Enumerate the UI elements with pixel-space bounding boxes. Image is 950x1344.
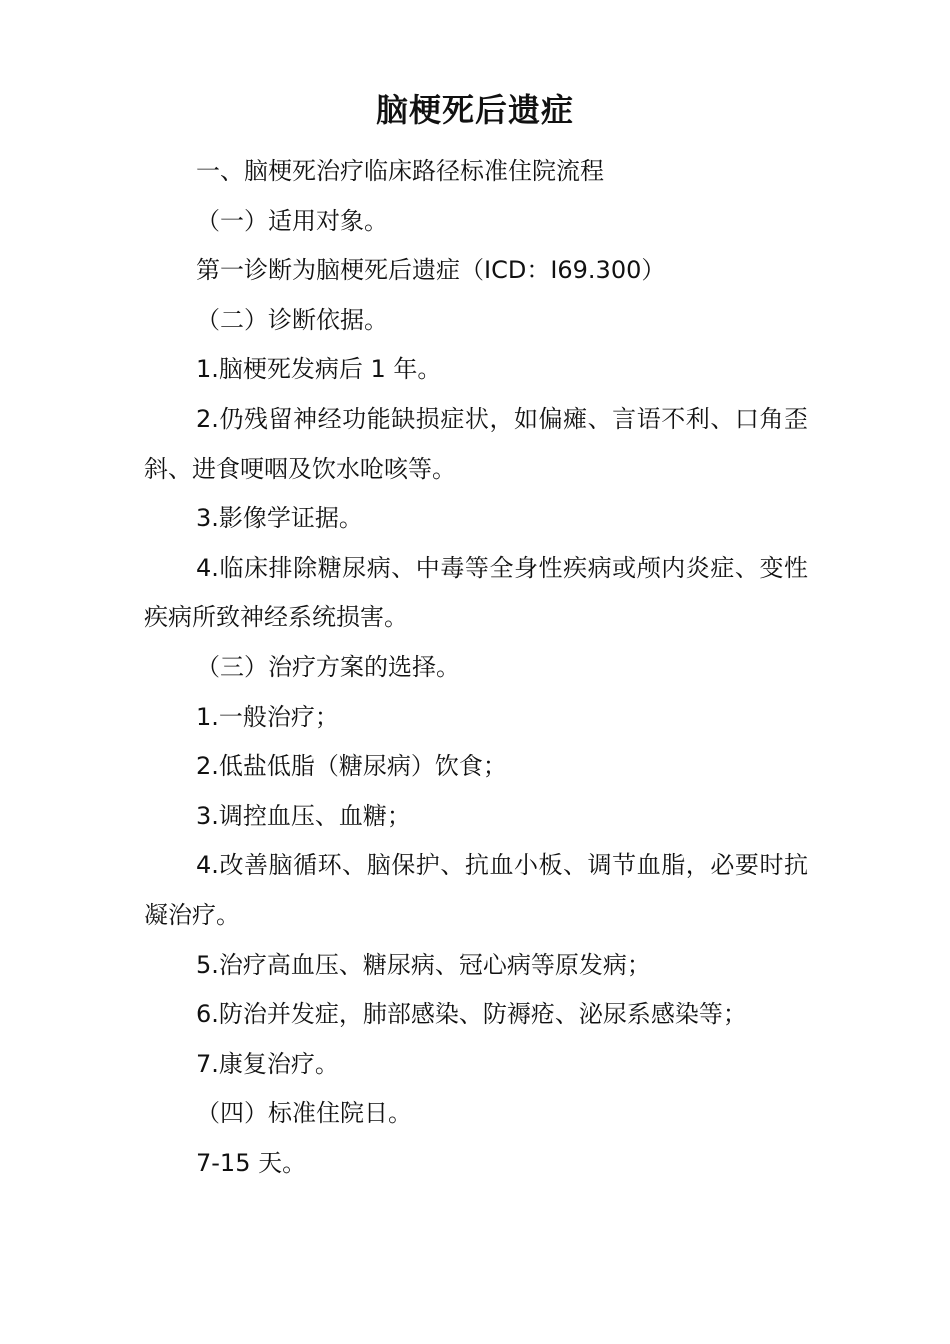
list-item-treatment-2: 2.低盐低脂（糖尿病）饮食； <box>196 752 507 781</box>
list-item-diagnosis-3: 3.影像学证据。 <box>196 504 363 533</box>
list-item-diagnosis-4: 4.临床排除糖尿病、中毒等全身性疾病或颅内炎症、变性疾病所致神经系统损害。 <box>144 553 808 632</box>
document-body <box>144 147 808 1188</box>
subsection-heading-treatment-plan: （三）治疗方案的选择。 <box>196 652 460 681</box>
list-item-treatment-7: 7.康复治疗。 <box>196 1049 339 1078</box>
list-item-treatment-4: 4.改善脑循环、脑保护、抗血小板、调节血脂，必要时抗凝治疗。 <box>144 851 808 929</box>
list-item-treatment-5: 5.治疗高血压、糖尿病、冠心病等原发病； <box>196 950 651 979</box>
list-item-diagnosis-1: 1.脑梗死发病后 1 年。 <box>196 355 442 384</box>
list-item-diagnosis-2: 2.仍残留神经功能缺损症状，如偏瘫、言语不利、口角歪斜、进食哽咽及饮水呛咳等。 <box>144 404 808 483</box>
paragraph-first-diagnosis: 第一诊断为脑梗死后遗症（ICD：I69.300） <box>196 256 666 285</box>
subsection-heading-standard-stay: （四）标准住院日。 <box>196 1099 412 1128</box>
paragraph-stay-duration: 7-15 天。 <box>196 1148 307 1177</box>
subsection-heading-applicable-subjects: （一）适用对象。 <box>196 206 388 235</box>
section-heading-1: 一、脑梗死治疗临床路径标准住院流程 <box>196 157 604 185</box>
list-item-treatment-1: 1.一般治疗； <box>196 702 339 731</box>
list-item-treatment-6: 6.防治并发症，肺部感染、防褥疮、泌尿系感染等； <box>196 1000 747 1029</box>
subsection-heading-diagnostic-basis: （二）诊断依据。 <box>196 305 388 334</box>
page-title: 脑梗死后遗症 <box>375 91 574 129</box>
list-item-treatment-3: 3.调控血压、血糖； <box>196 801 411 830</box>
